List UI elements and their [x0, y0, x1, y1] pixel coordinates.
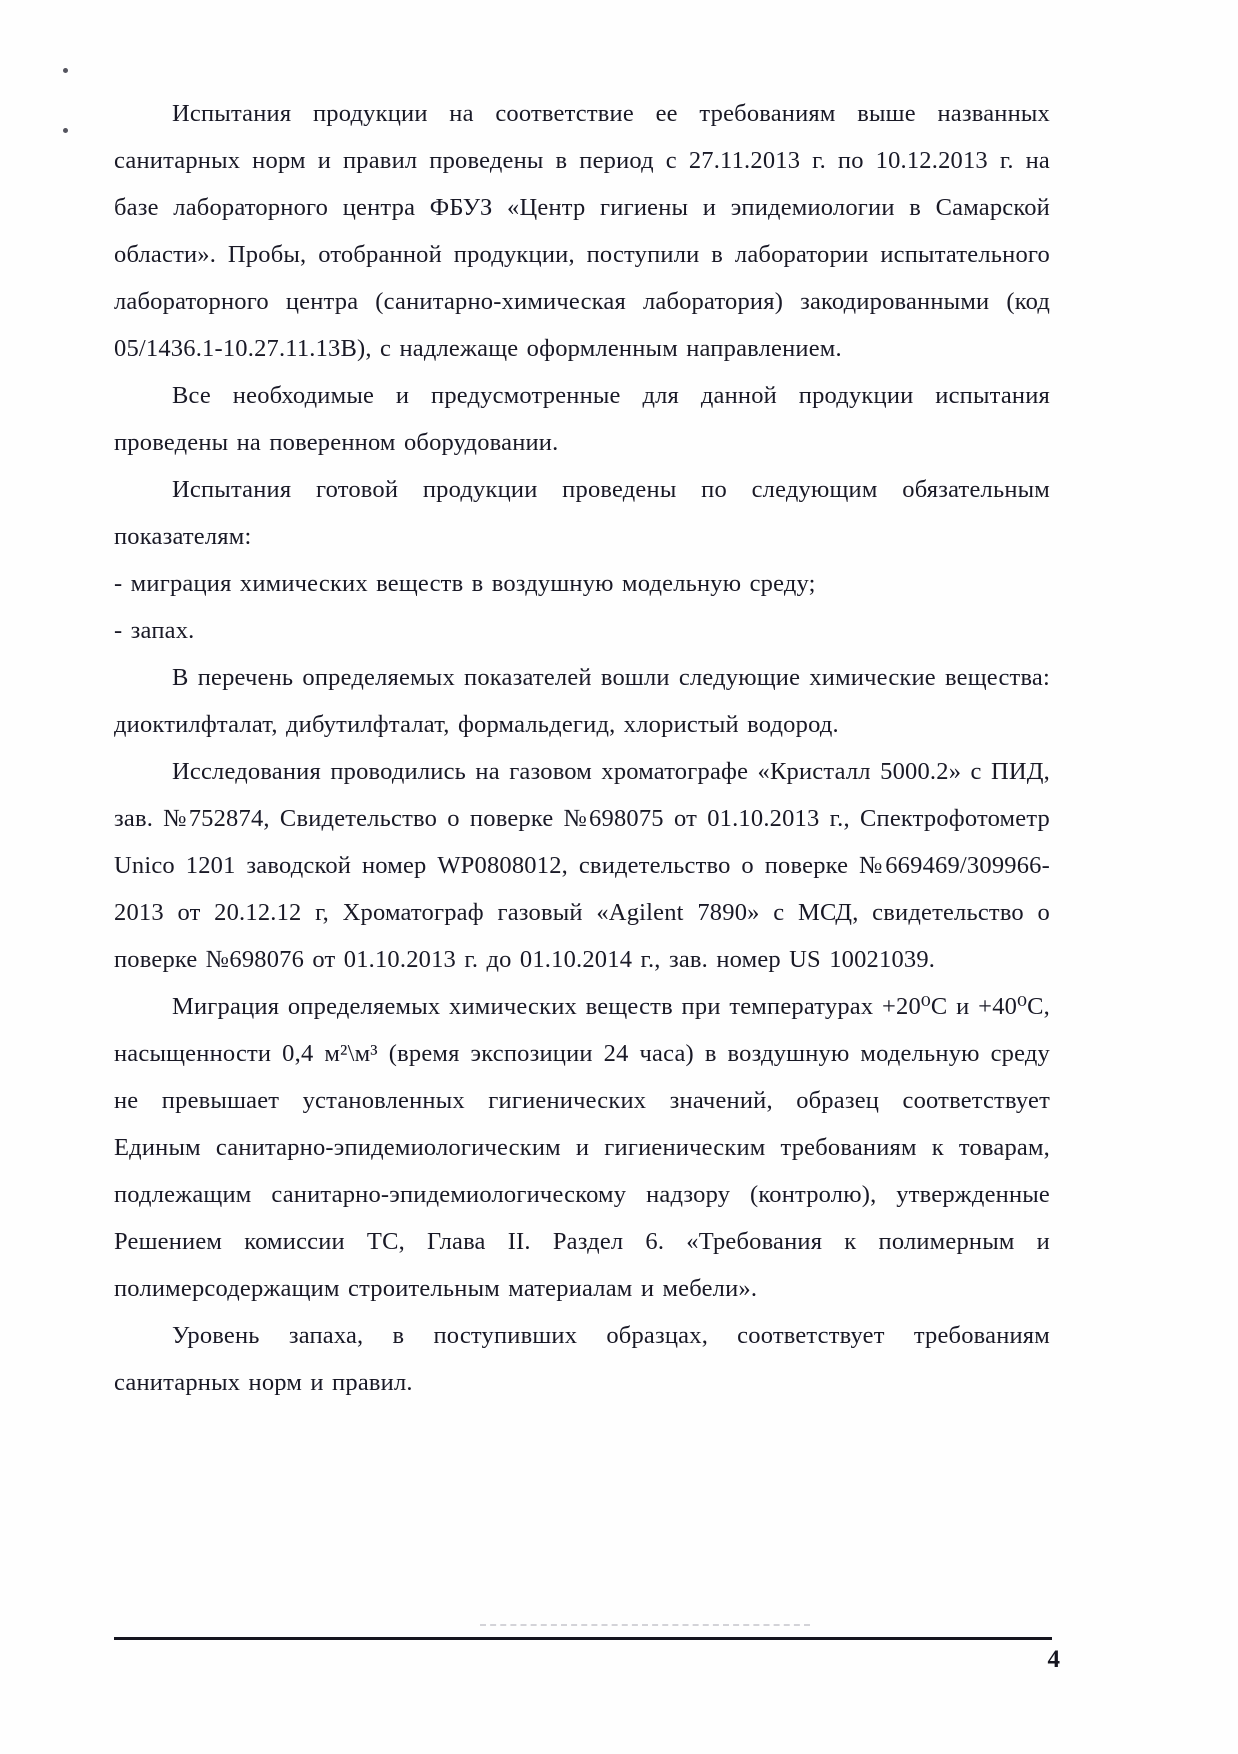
- list-item-migration: - миграция химических веществ в воздушную модельную среду;: [114, 570, 816, 597]
- list-item-odor: - запах.: [114, 617, 195, 644]
- paragraph-chemical-substances: В перечень определяемых показателей вошли следующие химические вещества: диоктилфталат, дибутилфталат, формальдегид, хлористый водород.: [114, 664, 1050, 738]
- paragraph-indicators-intro: Испытания готовой продукции проведены по следующим обязательным показателям:: [114, 476, 1050, 550]
- footer-rule: [114, 1637, 1052, 1640]
- page-number: 4: [1047, 1646, 1060, 1673]
- scan-artifact-dashes: [480, 1624, 810, 1626]
- paragraph-migration-results: Миграция определяемых химических веществ при температурах +20⁰С и +40⁰С, насыщенности 0,4 м²\м³ (время экспозиции 24 часа) в воздушную модельную среду не превышает установленных гигиенических значений, образец соответствует Единым санитарно-эпидемиологическим и гигиеническим требованиям к товарам, подлежащим санитарно-эпидемиологическому надзору (контролю), утвержденные Решением комиссии ТС, Глава II. Раздел 6. «Требования к полимерным и полимерсодержащим строительным материалам и мебели».: [114, 993, 1050, 1302]
- paragraph-testing-period: Испытания продукции на соответствие ее требованиям выше названных санитарных норм и правил проведены в период с 27.11.2013 г. по 10.12.2013 г. на базе лабораторного центра ФБУЗ «Центр гигиены и эпидемиологии в Самарской области». Пробы, отобранной продукции, поступили в лаборатории испытательного лабораторного центра (санитарно-химическая лаборатория) закодированными (код 05/1436.1-10.27.11.13В), с надлежаще оформленным направлением.: [114, 100, 1050, 362]
- document-body: [114, 90, 1050, 1406]
- paragraph-instruments: Исследования проводились на газовом хроматографе «Кристалл 5000.2» с ПИД, зав. №752874, Свидетельство о поверке №698075 от 01.10.2013 г., Спектрофотометр Unico 1201 заводской номер WP0808012, свидетельство о поверке №669469/309966-2013 от 20.12.12 г, Хроматограф газовый «Agilent 7890» с МСД, свидетельство о поверке №698076 от 01.10.2013 г. до 01.10.2014 г., зав. номер US 10021039.: [114, 758, 1050, 973]
- paragraph-odor-level: Уровень запаха, в поступивших образцах, соответствует требованиям санитарных норм и правил.: [114, 1322, 1050, 1396]
- scan-artifact-dot: [63, 128, 68, 133]
- paragraph-equipment: Все необходимые и предусмотренные для данной продукции испытания проведены на поверенном оборудовании.: [114, 382, 1050, 456]
- scan-artifact-dot: [63, 68, 68, 73]
